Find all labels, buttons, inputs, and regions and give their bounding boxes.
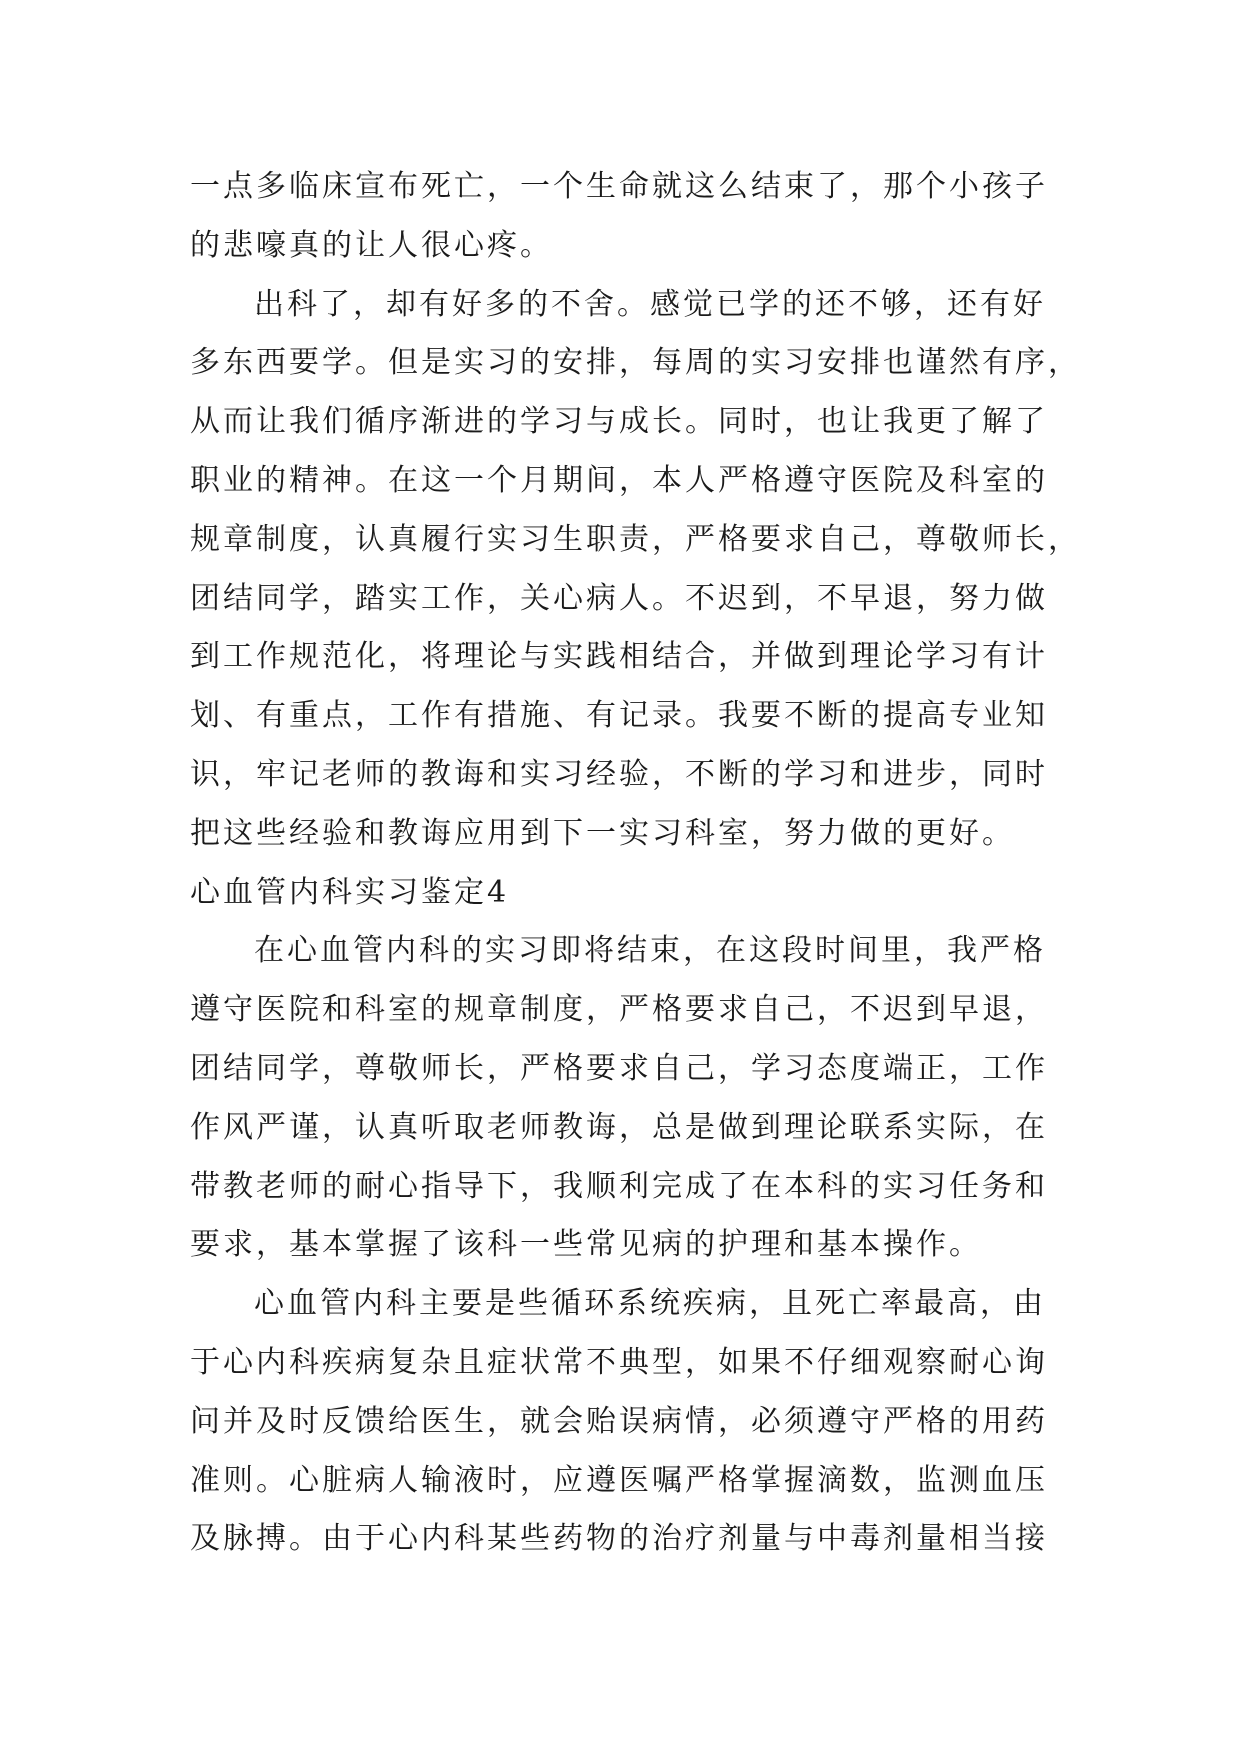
paragraph-line: 划、有重点，工作有措施、有记录。我要不断的提高专业知 (190, 698, 1048, 734)
paragraph-line: 遵守医院和科室的规章制度，严格要求自己，不迟到早退， (190, 992, 1048, 1028)
paragraph-line: 及脉搏。由于心内科某些药物的治疗剂量与中毒剂量相当接 (190, 1521, 1048, 1557)
section-heading: 心血管内科实习鉴定4 (190, 874, 510, 910)
paragraph-line: 团结同学，踏实工作，关心病人。不迟到，不早退，努力做 (190, 580, 1048, 616)
paragraph-line: 于心内科疾病复杂且症状常不典型，如果不仔细观察耐心询 (190, 1344, 1048, 1380)
paragraph-line: 心血管内科主要是些循环系统疾病，且死亡率最高，由 (254, 1286, 1046, 1322)
paragraph-line: 要求，基本掌握了该科一些常见病的护理和基本操作。 (190, 1227, 982, 1263)
paragraph-line: 识，牢记老师的教诲和实习经验，不断的学习和进步，同时 (190, 756, 1048, 792)
paragraph-line: 作风严谨，认真听取老师教诲，总是做到理论联系实际，在 (190, 1109, 1048, 1145)
paragraph-line: 把这些经验和教诲应用到下一实习科室，努力做的更好。 (190, 815, 1015, 851)
paragraph-line: 带教老师的耐心指导下，我顺利完成了在本科的实习任务和 (190, 1168, 1048, 1204)
paragraph-line: 问并及时反馈给医生，就会贻误病情，必须遵守严格的用药 (190, 1403, 1048, 1439)
paragraph-line: 职业的精神。在这一个月期间，本人严格遵守医院及科室的 (190, 462, 1048, 498)
paragraph-line: 多东西要学。但是实习的安排，每周的实习安排也谨然有序， (190, 345, 1081, 381)
paragraph-line: 团结同学，尊敬师长，严格要求自己，学习态度端正，工作 (190, 1050, 1048, 1086)
paragraph-line: 到工作规范化，将理论与实践相结合，并做到理论学习有计 (190, 639, 1048, 675)
document-body (190, 158, 1081, 1569)
paragraph-line: 从而让我们循序渐进的学习与成长。同时，也让我更了解了 (190, 404, 1048, 440)
paragraph-line: 在心血管内科的实习即将结束，在这段时间里，我严格 (254, 933, 1046, 969)
paragraph-line: 准则。心脏病人输液时，应遵医嘱严格掌握滴数，监测血压 (190, 1462, 1048, 1498)
paragraph-line: 规章制度，认真履行实习生职责，严格要求自己，尊敬师长， (190, 521, 1081, 557)
paragraph-line: 的悲嚎真的让人很心疼。 (190, 227, 553, 263)
paragraph-line: 一点多临床宣布死亡，一个生命就这么结束了，那个小孩子 (190, 169, 1048, 204)
paragraph-line: 出科了，却有好多的不舍。感觉已学的还不够，还有好 (254, 286, 1046, 322)
